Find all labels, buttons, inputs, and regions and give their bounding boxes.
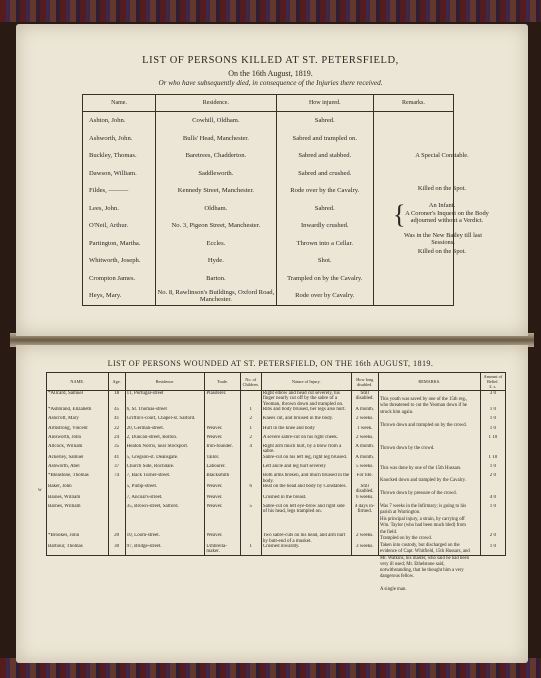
w-trade: [205, 515, 240, 524]
killed-row: [83, 165, 454, 183]
w-relief: 1 0: [480, 407, 505, 416]
header-name: Name.: [83, 95, 156, 112]
w-residence: [125, 524, 205, 533]
killed-how-injured: Trampled on by the Cavalry.: [276, 270, 373, 288]
killed-name: O'Neil, Arthur.: [83, 217, 156, 235]
w-name: Ackerley, Samuel: [47, 455, 109, 464]
w-remark-1: This youth was saved by one of the 15th reg., who threatened to cut the Yeoman down if he struck him again.: [380, 397, 468, 415]
killed-row: [83, 112, 454, 130]
w-remark-10: Taken into custody, but discharged on the evidence of Capt. Whitfield, 15th Hussars, and Mr. Watkins, his master, who said he had been very ill used; Mr. Ethelstone said, notwithstanding, that he thought him a very dangerous fellow.: [380, 543, 470, 580]
w-injury: A severe sabre-cut on his right cheek.: [261, 435, 351, 444]
w-header-residence: Residence.: [125, 373, 205, 391]
w-remark-8: His principal injury, a strain, by carrying off Wm. Taylor (who had been much bled) from the field.: [380, 517, 466, 535]
book-binding-top: [0, 0, 541, 22]
header-how-injured: How injured.: [276, 95, 373, 112]
w-disabled: 6 weeks.: [351, 495, 378, 504]
w-name: [47, 524, 109, 533]
w-name: Barbour, Thomas: [47, 544, 109, 555]
w-residence: 20, German-street.: [125, 426, 205, 435]
w-residence: Heaton Norris, near Stockport.: [125, 444, 205, 455]
remark-infant: An Infant.: [428, 202, 456, 209]
wounded-row: [47, 455, 506, 464]
w-relief: 2 0: [480, 473, 505, 484]
w-remark-6: Thrown down by pressure of the crowd.: [380, 491, 457, 496]
killed-how-injured: Rode over by the Cavalry.: [276, 182, 373, 200]
w-disabled: [351, 524, 378, 533]
header-remarks: Remarks.: [373, 95, 453, 112]
w-trade: [205, 407, 240, 416]
w-injury: Beat on the head and body by Constables.: [261, 484, 351, 495]
w-residence: 97, Bridge-street.: [125, 544, 205, 555]
killed-row: [83, 130, 454, 148]
w-age: [108, 515, 125, 524]
w-disabled: 2 weeks.: [351, 416, 378, 425]
w-relief: 3 0: [480, 391, 505, 408]
w-age: 22: [108, 426, 125, 435]
w-name: *Bleastone, Thomas: [47, 473, 109, 484]
w-name: Armstrong, Vincent: [47, 426, 109, 435]
w-trade: Blacksmith: [205, 473, 240, 484]
killed-residence: Baretrees, Chadderton.: [156, 147, 277, 165]
w-name: *Allcard, Samuel: [47, 391, 109, 408]
killed-how-injured: Inwardly crushed.: [276, 217, 373, 235]
w-remark-11: A single man.: [380, 587, 407, 592]
w-header-trade: Trade.: [205, 373, 240, 391]
killed-list-subtitle: Or who have subsequently died, in consequence of the Injuries there received.: [158, 79, 383, 87]
remark-killed-spot-2: Killed on the Spot.: [417, 248, 467, 255]
w-residence: 10, Loom-street.: [125, 533, 205, 544]
w-disabled: Still disabled.: [351, 391, 378, 408]
w-trade: Iron-founder.: [205, 444, 240, 455]
remarks-brace: {: [393, 200, 406, 229]
w-children: [240, 515, 261, 524]
killed-residence: Oldham.: [156, 200, 277, 218]
w-residence: 5, Pump-street.: [125, 484, 205, 495]
killed-residence: No. 3, Pigeon Street, Manchester.: [156, 217, 277, 235]
wounded-row: [47, 435, 506, 444]
w-remark-9: Trampled on by the crowd.: [380, 536, 432, 541]
w-trade: Umbrella-maker.: [205, 544, 240, 555]
w-injury: Knees cut, and bruised in the body.: [261, 416, 351, 425]
w-children: [240, 464, 261, 473]
w-age: 37: [108, 464, 125, 473]
w-residence: 7, Back Turner-street.: [125, 473, 205, 484]
w-age: 35: [108, 444, 125, 455]
w-relief: 2 0: [480, 533, 505, 544]
killed-remarks-cell: [373, 112, 453, 130]
killed-how-injured: Sabred and trampled on.: [276, 130, 373, 148]
w-residence: 2, Duncan-street, Bolton.: [125, 435, 205, 444]
w-disabled: 2 weeks.: [351, 533, 378, 544]
w-injury: Two sabre-cuts on his head, and arm hurt by butt-end of a musket.: [261, 533, 351, 544]
killed-remarks-cell: [373, 165, 453, 183]
w-name: Ashworth, Abel: [47, 464, 109, 473]
killed-list-title: LIST OF PERSONS KILLED AT ST. PETERSFIELD,: [142, 55, 399, 66]
remark-inquest: A Coroner's Inquest on the Body adjourned without a Verdict.: [405, 210, 489, 225]
killed-how-injured: Rode over by Cavalry.: [276, 287, 373, 305]
w-disabled: Still disabled.: [351, 484, 378, 495]
w-trade: Plaisterer.: [205, 391, 240, 408]
w-relief: 4 0: [480, 495, 505, 504]
w-remarks: [378, 455, 480, 464]
w-trade: Tailor.: [205, 455, 240, 464]
w-age: 41: [108, 416, 125, 425]
w-name: *Ashbrand, Elizabeth: [47, 407, 109, 416]
w-injury: Ribs and body bruised, her legs also hurt.: [261, 407, 351, 416]
w-residence: 11, Portugal-street: [125, 391, 205, 408]
killed-row: [83, 270, 454, 288]
w-name: Baines, William: [47, 495, 109, 504]
w-relief: 1 0: [480, 416, 505, 425]
killed-name: Ashton, John.: [83, 112, 156, 130]
w-relief: [480, 524, 505, 533]
w-injury: Right elbow and head cut severely, his finger nearly cut off by the sabre of a Yeoman, thrown down and trampled on.: [261, 391, 351, 408]
w-disabled: A month.: [351, 444, 378, 455]
w-disabled: For life.: [351, 473, 378, 484]
w-disabled: 5 weeks.: [351, 464, 378, 473]
killed-residence: No. 8, Rawlinson's Buildings, Oxford Road, Manchester.: [156, 287, 277, 305]
killed-residence: Hyde.: [156, 252, 277, 270]
w-relief: 1 0: [480, 464, 505, 473]
margin-mark: w: [38, 488, 42, 493]
w-disabled: A month.: [351, 407, 378, 416]
w-residence: Church Side, Rochdale.: [125, 464, 205, 473]
w-header-relief-label: Amount of Relief.: [483, 374, 503, 384]
w-header-relief: [480, 373, 505, 391]
killed-residence: Barton.: [156, 270, 277, 288]
w-trade: Weaver.: [205, 504, 240, 515]
w-injury: Crushed in the breast.: [261, 495, 351, 504]
killed-name: Ashworth, John.: [83, 130, 156, 148]
w-name: Ashcroft, Mary: [47, 416, 109, 425]
w-name: Allcock, William: [47, 444, 109, 455]
w-age: [108, 495, 125, 504]
w-trade: Weaver.: [205, 495, 240, 504]
w-injury: Sabre-cut on left eye-brow and right side of his head, legs trampled on.: [261, 504, 351, 515]
w-disabled: 4 days in-firmed.: [351, 504, 378, 515]
w-trade: Weaver.: [205, 533, 240, 544]
w-age: [108, 484, 125, 495]
w-header-injury: Nature of Injury.: [261, 373, 351, 391]
w-trade: Weaver.: [205, 484, 240, 495]
w-age: 24: [108, 435, 125, 444]
killed-remarks-cell: [373, 270, 453, 288]
w-header-relief-units: £. s.: [489, 384, 497, 389]
w-header-age: Age.: [108, 373, 125, 391]
w-remarks: [378, 435, 480, 444]
w-age: 74: [108, 473, 125, 484]
w-relief: [480, 515, 505, 524]
w-residence: 5, Gregson-st. Deansgate.: [125, 455, 205, 464]
w-relief: [480, 444, 505, 455]
w-age: 45: [108, 407, 125, 416]
w-age: 18: [108, 391, 125, 408]
w-header-remarks: REMARKS.: [378, 373, 480, 391]
w-remark-2: Thrown down and trampled on by the crowd.: [380, 423, 467, 428]
w-header-name: NAME.: [47, 373, 109, 391]
w-relief: 1 10: [480, 435, 505, 444]
w-age: 20: [108, 533, 125, 544]
killed-name: Crompton James.: [83, 270, 156, 288]
w-relief: 1 10: [480, 455, 505, 464]
w-residence: 35, Brown-street, Salford.: [125, 504, 205, 515]
w-age: [108, 524, 125, 533]
killed-row: [83, 287, 454, 305]
w-age: 30: [108, 544, 125, 555]
w-residence: 7, Ancoat's-street.: [125, 495, 205, 504]
w-name: Baker, John: [47, 484, 109, 495]
w-children: [240, 524, 261, 533]
killed-remarks-cell: [373, 130, 453, 148]
remark-new-bailey: Was in the New Bailey till last Sessions.: [404, 232, 482, 247]
w-header-disabled: How long disabled.: [351, 373, 378, 391]
killed-name: Whitworth, Joseph.: [83, 252, 156, 270]
w-children: 4: [240, 444, 261, 455]
w-children: [240, 455, 261, 464]
w-injury: Hurt in the knee and body: [261, 426, 351, 435]
w-children: 1: [240, 544, 261, 555]
w-injury: [261, 515, 351, 524]
w-relief: 1 0: [480, 504, 505, 515]
w-injury: Crushed inwardly.: [261, 544, 351, 555]
killed-how-injured: Sabred and crushed.: [276, 165, 373, 183]
header-residence: Residence.: [156, 95, 277, 112]
w-injury: Left ancle and leg hurt severely: [261, 464, 351, 473]
w-children: 2: [240, 435, 261, 444]
wounded-table-header: [47, 373, 506, 391]
w-injury: Right arm much hurt, by a blow from a sabre.: [261, 444, 351, 455]
killed-how-injured: Shot.: [276, 252, 373, 270]
killed-list-date: On the 16th August, 1819.: [228, 69, 313, 78]
w-name: Ainsworth, John: [47, 435, 109, 444]
killed-residence: Saddleworth.: [156, 165, 277, 183]
killed-residence: Kennedy Street, Manchester.: [156, 182, 277, 200]
w-trade: Labourer.: [205, 464, 240, 473]
killed-remarks-cell: [373, 287, 453, 305]
w-residence: [125, 515, 205, 524]
w-children: 1: [240, 426, 261, 435]
killed-name: Lees, John.: [83, 200, 156, 218]
w-residence: 6, St. Thomas-street: [125, 407, 205, 416]
w-children: 2: [240, 416, 261, 425]
w-trade: Weaver.: [205, 426, 240, 435]
w-header-children: No. of Children.: [240, 373, 261, 391]
w-children: [240, 473, 261, 484]
w-name: Barnes, William: [47, 504, 109, 515]
w-age: 41: [108, 455, 125, 464]
w-injury: Sabre-cut on his left leg, right leg bruised.: [261, 455, 351, 464]
killed-how-injured: Sabred.: [276, 112, 373, 130]
w-children: [240, 533, 261, 544]
w-children: 6: [240, 484, 261, 495]
killed-residence: Bulls' Head, Manchester.: [156, 130, 277, 148]
w-children: [240, 391, 261, 408]
w-age: [108, 504, 125, 515]
killed-how-injured: Sabred and stabbed.: [276, 147, 373, 165]
w-trade: [205, 524, 240, 533]
w-children: 1: [240, 407, 261, 416]
remark-special-constable: A Special Constable.: [415, 152, 469, 159]
killed-how-injured: Thrown into a Cellar.: [276, 235, 373, 253]
killed-name: Fildes, ———: [83, 182, 156, 200]
killed-table-header: [83, 95, 454, 112]
w-trade: Weaver.: [205, 435, 240, 444]
w-trade: [205, 416, 240, 425]
w-children: 5: [240, 504, 261, 515]
w-disabled: [351, 515, 378, 524]
w-remark-7: Was 7 weeks in the Infirmary; is going to his parish at Warrington.: [380, 504, 467, 516]
w-residence: Griffin's-court, Chapel-st. Salford.: [125, 416, 205, 425]
w-disabled: A month.: [351, 455, 378, 464]
w-relief: 1 0: [480, 544, 505, 555]
w-name: *Brookes, John: [47, 533, 109, 544]
w-remark-3: Thrown down by the crowd.: [380, 446, 435, 451]
wounded-list-title: LIST OF PERSONS WOUNDED AT ST. PETERSFIELD, ON THE 16th AUGUST, 1819.: [107, 359, 434, 368]
w-name: [47, 515, 109, 524]
killed-residence: Cowhill, Oldham.: [156, 112, 277, 130]
w-relief: 1 0: [480, 426, 505, 435]
killed-name: Heys, Mary.: [83, 287, 156, 305]
w-remark-5: Knocked down and trampled by the Cavalry.: [380, 478, 466, 483]
killed-name: Dawson, William.: [83, 165, 156, 183]
w-remark-4: This was done by one of the 15th Hussars.: [380, 466, 462, 471]
w-injury: [261, 524, 351, 533]
w-relief: [480, 484, 505, 495]
remark-killed-spot-1: Killed on the Spot.: [417, 185, 467, 192]
killed-name: Buckley, Thomas.: [83, 147, 156, 165]
w-injury: Both arms broken, and much bruised in the body.: [262, 473, 350, 484]
w-children: [240, 495, 261, 504]
killed-how-injured: Sabred.: [276, 200, 373, 218]
w-disabled: 2 weeks.: [351, 435, 378, 444]
w-disabled: 1 week.: [351, 426, 378, 435]
w-disabled: 3 weeks.: [351, 544, 378, 555]
killed-name: Partington, Martha.: [83, 235, 156, 253]
killed-residence: Eccles.: [156, 235, 277, 253]
